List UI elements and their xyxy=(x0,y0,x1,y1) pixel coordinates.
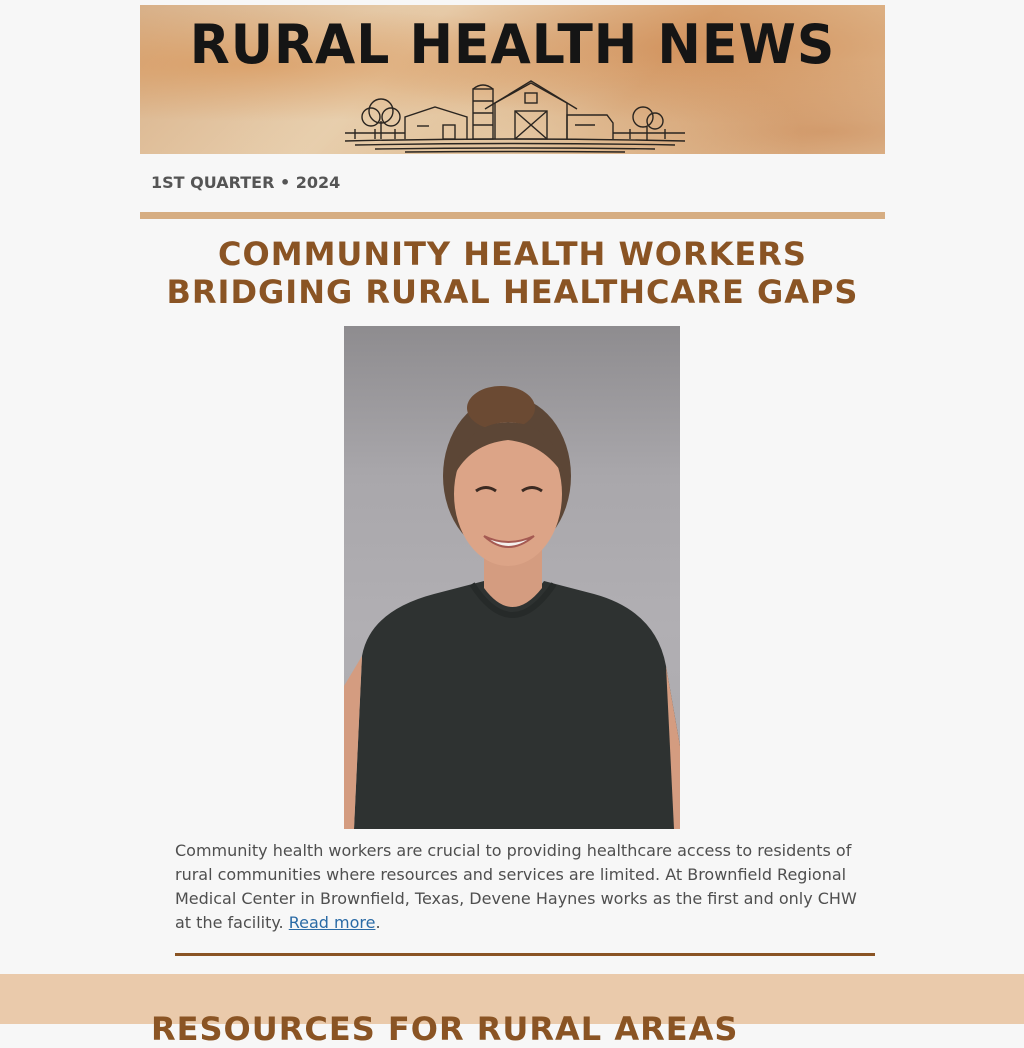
resources-heading: RESOURCES FOR RURAL AREAS xyxy=(151,1010,739,1048)
resources-section xyxy=(0,974,1024,1048)
masthead-title: RURAL HEALTH NEWS xyxy=(189,13,836,77)
article-trailing-period: . xyxy=(375,913,381,932)
masthead-banner xyxy=(140,5,885,154)
read-more-link[interactable]: Read more xyxy=(288,913,376,932)
issue-date: 1ST QUARTER • 2024 xyxy=(151,173,341,192)
article-divider xyxy=(175,953,875,956)
portrait-illustration xyxy=(344,326,680,829)
newsletter xyxy=(140,5,885,932)
farm-illustration xyxy=(345,81,685,153)
article-headline: COMMUNITY HEALTH WORKERS BRIDGING RURAL HEALTHCARE GAPS xyxy=(166,235,859,311)
article-summary xyxy=(175,839,875,935)
header-divider xyxy=(140,212,885,219)
article-body: Community health workers are crucial to providing healthcare access to residents of rural communities where resources and services are limited. At Brownfield Regional Medical Center in Brownfield, Texas, Devene Haynes works as the first and only CHW at the facility. xyxy=(175,841,857,932)
article-portrait-photo[interactable] xyxy=(344,326,680,829)
